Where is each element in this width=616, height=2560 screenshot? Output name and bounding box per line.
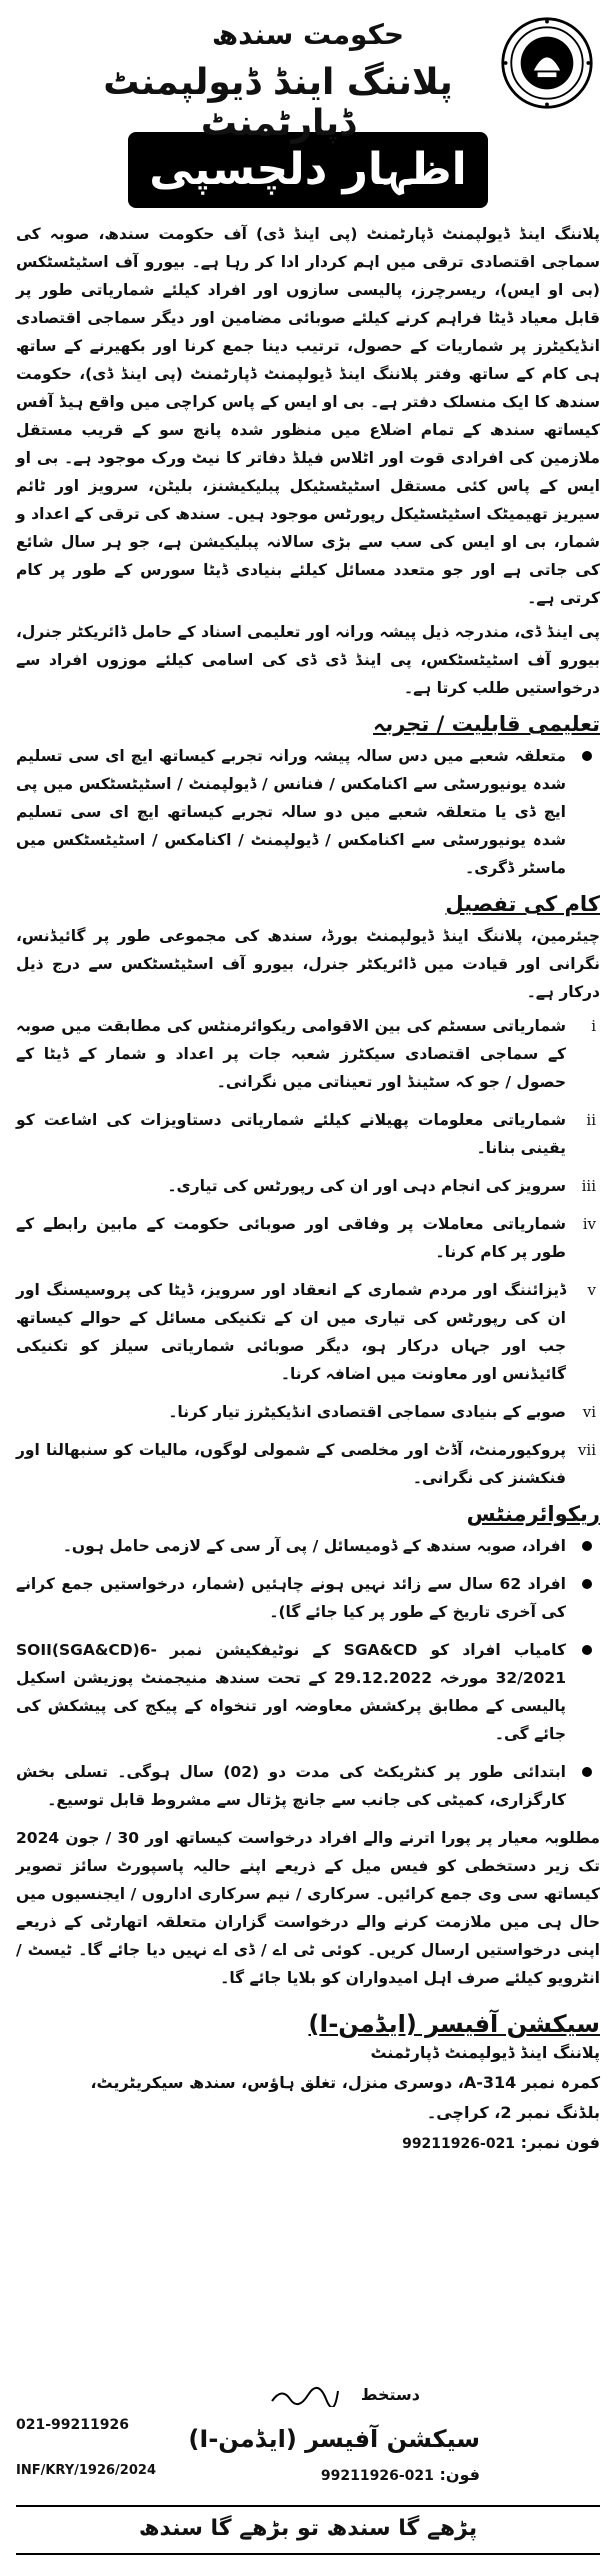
- list-item: ابتدائی طور پر کنٹریکٹ کی مدت دو (02) سال ہوگی۔ تسلی بخش کارگزاری، کمیٹی کی جانب سے جانچ پڑتال سے مشروط قابل توسیع۔: [16, 1758, 600, 1814]
- closing-paragraph: مطلوبہ معیار پر پورا اترنے والے افراد درخواست کیساتھ اور 30 / جون 2024 تک زیر دستخطی کو فیس میل کے ذریعے اپنے حالیہ پاسپورٹ سائز تصویر کیساتھ سی وی جمع کرائیں۔ سرکاری / نیم سرکاری اداروں / ایجنسیوں میں حال ہی میں ملازمت کرنے والے درخواست گزاران متعلقہ اتھارٹی کے ذریعے اپنی درخواستیں ارسال کریں۔ کوئی ٹی اے / ڈی اے نہیں دیا جائے گا۔ ٹیسٹ / انٹرویو کیلئے صرف اہل امیدواران کو بلایا جائے گا۔: [16, 1829, 600, 1987]
- list-item: متعلقہ شعبے میں دس سالہ پیشہ ورانہ تجربے کیساتھ ایچ ای سی تسلیم شدہ یونیورسٹی سے اکنامکس / فنانس / ڈیولپمنٹ / اسٹیٹسٹکس میں پی ایچ ڈی یا متعلقہ شعبے میں دو سالہ تجربے کیساتھ ایچ ای سی تسلیم شدہ یونیورسٹی سے اکنامکس / ڈیولپمنٹ / اکنامکس / اسٹیٹسٹکس میں ماسٹر ڈگری۔: [16, 742, 600, 882]
- notice-title: اظہار دلچسپی: [128, 132, 488, 208]
- sindh-government-seal-icon: [500, 16, 594, 110]
- list-item: vi صوبے کے بنیادی سماجی اقتصادی انڈیکیٹرز تیار کرنا۔: [168, 1403, 596, 1421]
- list-item: کامیاب افراد کو SGA&CD کے نوٹیفکیشن نمبر SOII(SGA&CD)6-32/2021 مورخہ 29.12.2022 کے تحت سندھ منیجمنٹ پوزیشن اسکیل پالیسی کے مطابق پرکشش معاوضہ اور تنخواہ کے پیکج کی پیشکش کی جائے گی۔: [16, 1636, 600, 1748]
- signoff-department: پلاننگ اینڈ ڈیولپمنٹ ڈپارٹمنٹ: [370, 2043, 600, 2062]
- bullet-icon: [582, 1767, 592, 1777]
- bullet-icon: [582, 1579, 592, 1589]
- signer-phone: فون: 021-99211926: [320, 2465, 480, 2484]
- footer-slogan: پڑھے گا سندھ تو بڑھے گا سندھ: [138, 2516, 478, 2541]
- list-item: v ڈیزائننگ اور مردم شماری کے انعقاد اور سرویز، ڈیٹا کی پروسیسنگ اور ان کی رپورٹس کی تیاری میں ان کے تکنیکی مسائل کے حوالے کیساتھ جب اور جہاں درکار ہو، دیگر صوبائی شماریاتی سیلز کو تکنیکی گائیڈنس اور معاونت میں اضافہ کرنا۔: [16, 1281, 596, 1383]
- bullet-icon: [582, 751, 592, 761]
- duties-intro: چیئرمین، پلاننگ اینڈ ڈیولپمنٹ بورڈ، سندھ کی مجموعی طور پر گائیڈنس، نگرانی اور قیادت میں ڈائریکٹر جنرل، بیورو آف اسٹیٹسٹکس سے درج ذیل درکار ہے۔: [16, 927, 600, 1001]
- list-item: افراد، صوبہ سندھ کے ڈومیسائل / پی آر سی کے لازمی حامل ہوں۔: [16, 1532, 600, 1560]
- intro-paragraph: پلاننگ اینڈ ڈیولپمنٹ ڈپارٹمنٹ (پی اینڈ ڈی) آف حکومت سندھ، صوبہ کی سماجی اقتصادی ترقی میں اہم کردار ادا کر رہا ہے۔ بیورو آف اسٹیٹسٹکس (بی او ایس)، ریسرچرز، پالیسی سازوں اور افراد کیلئے شماریاتی طور پر قابل معیاد ڈیٹا فراہم کرنے کیلئے صوبائی مضامین اور دیگر سماجی اقتصادی انڈیکیٹرز پر شماریات کے حصول، ترتیب دینا جمع کرنا اور بکھیرنے کے ساتھ ہی کام کے ساتھ وفتر پلاننگ اینڈ ڈیولپمنٹ ڈپارٹمنٹ (پی اینڈ ڈی)، حکومت سندھ کا ایک منسلک دفتر ہے۔ بی او ایس کے پاس کراچی میں واقع ہیڈ آفس کیساتھ سندھ کے تمام اضلاع میں منظور شدہ پانچ سو کے قریب مستقل ملازمین کی افرادی قوت اور اٹلاس فیلڈ دفاتر کا نیٹ ورک موجود ہے۔ بی او ایس کے پاس کئی مستقل اسٹیٹسٹیکل پبلیکیشنز، بلیٹن، سرویز اور ٹائم سیریز تھیمیٹک اسٹیٹسٹیکل رپورٹس موجود ہیں۔ سندھ کی ترقی کے اعداد و شمار، بی او ایس کی سب سے بڑی سالانہ پبلیکیشن ہے، جو ہر سال شائع کی جاتی ہے اور جو متعدد مسائل کیلئے بنیادی ڈیٹا سورس کے طور پر کام کرتی ہے۔: [16, 225, 600, 607]
- department-name: پلاننگ اینڈ ڈیولپمنٹ ڈپارٹمنٹ: [103, 62, 453, 144]
- requirements-heading: ریکوائرمنٹس: [466, 1502, 600, 1526]
- reference-number: INF/KRY/1926/2024: [16, 2463, 156, 2478]
- signoff-title: سیکشن آفیسر (ایڈمن-I): [308, 2010, 600, 2038]
- signoff-address: کمرہ نمبر 314-A، دوسری منزل، تغلق ہاؤس، سندھ سیکریٹریٹ،: [90, 2073, 600, 2092]
- signoff-phone: فون نمبر: 021-99211926: [402, 2133, 600, 2152]
- signature-label: دستخط: [360, 2385, 420, 2404]
- qualification-section: [16, 712, 600, 882]
- requirements-section: [16, 1502, 600, 1814]
- intro-paragraph: پی اینڈ ڈی، مندرجہ ذیل پیشہ ورانہ اور تعلیمی اسناد کے حامل ڈائریکٹر جنرل، بیورو آف اسٹیٹسٹکس، پی اینڈ ڈی ڈی کی اسامی کیلئے موزوں افراد سے درخواستیں طلب کرتا ہے۔: [16, 623, 600, 697]
- list-item: iv شماریاتی معاملات پر وفاقی اور صوبائی حکومت کے مابین رابطے کے طور پر کام کرنا۔: [16, 1215, 596, 1261]
- bullet-icon: [582, 1541, 592, 1551]
- page-header: [16, 10, 600, 144]
- government-name: حکومت سندھ: [211, 18, 405, 51]
- list-item: iii سرویز کی انجام دہی اور ان کی رپورٹس کی تیاری۔: [167, 1177, 596, 1195]
- signer-title: سیکشن آفیسر (ایڈمن-I): [188, 2425, 480, 2453]
- signature-icon: [270, 2385, 340, 2407]
- qualification-heading: تعلیمی قابلیت / تجربہ: [373, 712, 600, 736]
- duties-section: [16, 892, 600, 1492]
- duties-heading: کام کی تفصیل: [445, 892, 600, 916]
- intro-section: [16, 220, 600, 702]
- list-item: ii شماریاتی معلومات پھیلانے کیلئے شماریاتی دستاویزات کی اشاعت کو یقینی بنانا۔: [16, 1111, 596, 1157]
- left-phone: 021-99211926: [16, 2417, 129, 2433]
- signoff-address: بلڈنگ نمبر 2، کراچی۔: [426, 2103, 600, 2122]
- list-item: افراد 62 سال سے زائد نہیں ہونے چاہئیں (شمار، درخواستیں جمع کرانے کی آخری تاریخ کے طور پر کیا جائے گا)۔: [16, 1570, 600, 1626]
- bottom-block: [16, 2385, 600, 2495]
- signoff-block: [16, 2010, 600, 2200]
- bullet-icon: [582, 1645, 592, 1655]
- list-item: vii پروکیورمنٹ، آڈٹ اور مخلصی کے شمولی لوگوں، مالیات کو سنبھالنا اور فنکشنز کی نگرانی۔: [16, 1441, 596, 1487]
- list-item: i شماریاتی سسٹم کی بین الاقوامی ریکوائرمنٹس کی مطابقت میں صوبہ کے سماجی اقتصادی سیکٹرز شعبہ جات پر اعداد و شمار کے ڈیٹا کے حصول / جو کہ سٹینڈ اور تعیناتی میں نگرانی۔: [16, 1017, 596, 1091]
- footer-slogan-box: [16, 2505, 600, 2555]
